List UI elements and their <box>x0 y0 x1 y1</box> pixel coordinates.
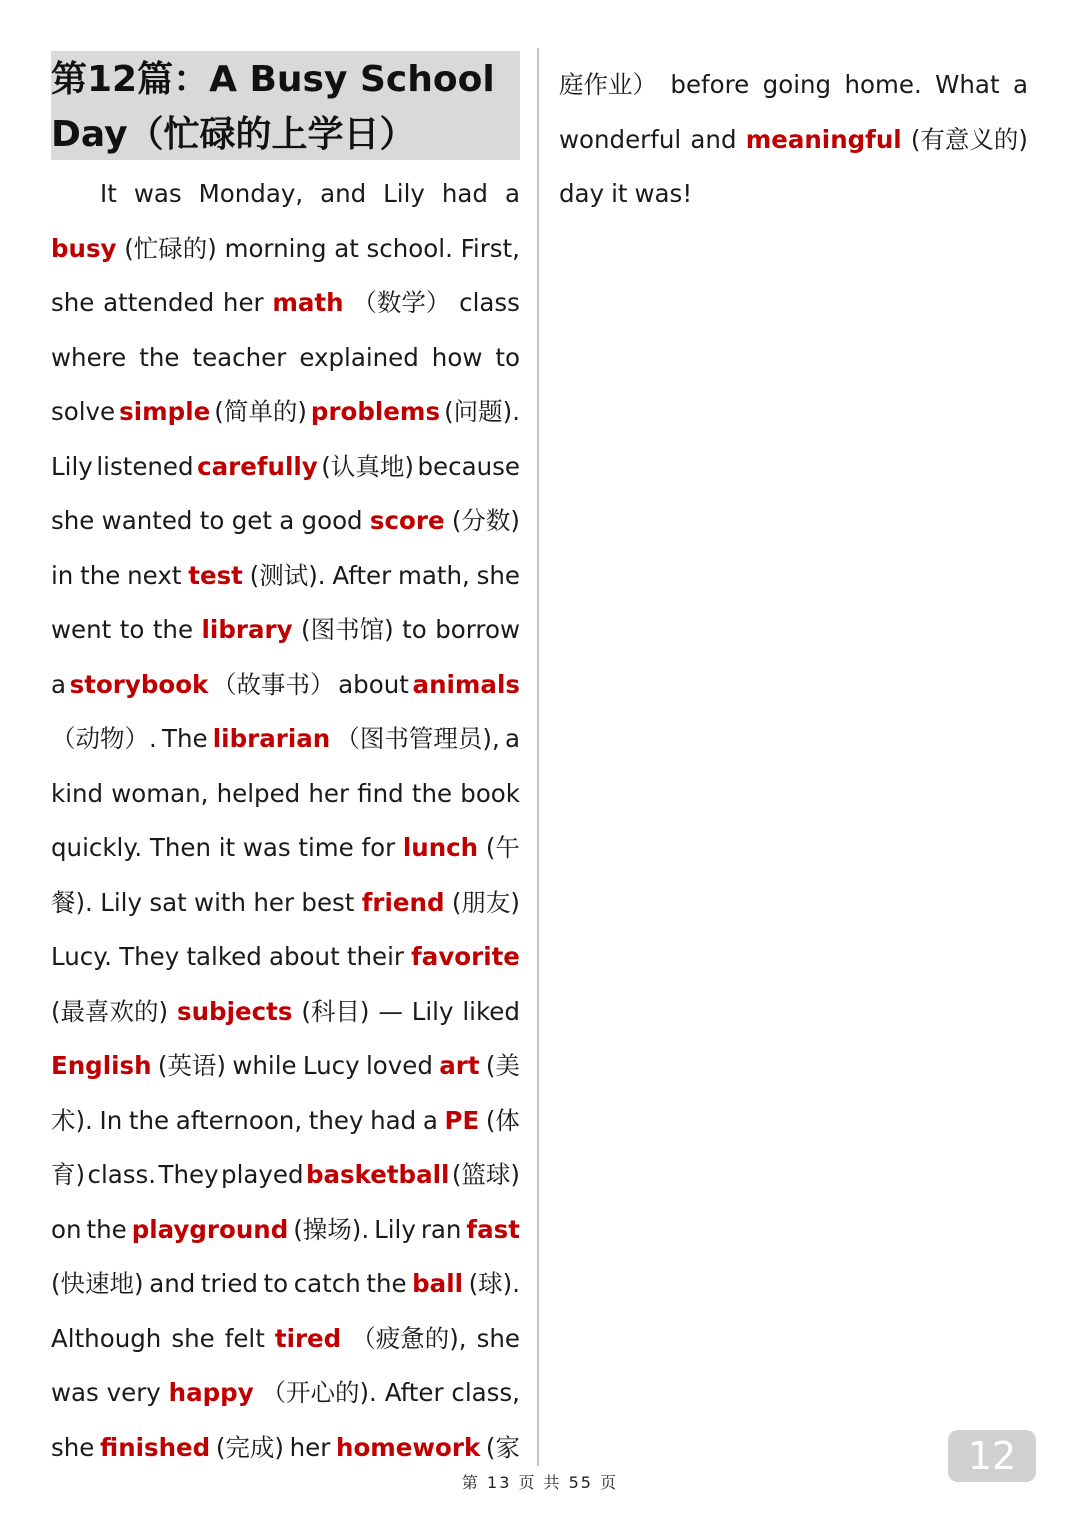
word: she <box>476 560 520 590</box>
word: went <box>51 615 112 644</box>
word: best <box>301 887 355 917</box>
page-number-badge: 12 <box>948 1430 1036 1482</box>
word: a <box>504 179 520 208</box>
text-line <box>51 331 520 385</box>
word: her <box>222 288 264 317</box>
word: wonderful <box>559 124 682 154</box>
word: the <box>80 560 121 590</box>
vocab-keyword: favorite <box>411 942 520 971</box>
word: loved <box>365 1051 433 1080</box>
text-line <box>51 712 520 766</box>
word: get <box>231 506 272 535</box>
vocab-keyword: library <box>201 615 293 644</box>
word: felt <box>224 1323 265 1353</box>
word: she <box>51 1432 95 1462</box>
text-line <box>51 167 520 221</box>
text-line <box>51 876 520 930</box>
text-line <box>559 113 1028 167</box>
word: a <box>51 669 67 699</box>
word: (科目) <box>301 996 370 1026</box>
word: time <box>298 833 354 862</box>
word: Lily <box>374 1214 416 1244</box>
vocab-keyword: fast <box>466 1214 520 1244</box>
word: attended <box>103 288 215 317</box>
word: It <box>51 179 117 208</box>
word: about <box>268 942 340 971</box>
word: she <box>476 1323 520 1353</box>
vocab-keyword: librarian <box>212 724 331 753</box>
word: class. <box>87 1160 157 1189</box>
column-divider <box>537 48 539 1466</box>
word: (家 <box>485 1432 520 1462</box>
word: good <box>301 506 363 535</box>
word: a <box>504 724 520 753</box>
vocab-keyword: math <box>272 288 344 317</box>
text-line <box>51 1366 520 1420</box>
word: (简单的) <box>214 397 307 426</box>
word: was <box>242 833 291 862</box>
word: (体 <box>485 1105 520 1135</box>
text-line <box>559 58 1028 112</box>
word: was <box>133 179 182 208</box>
word: After <box>332 560 392 590</box>
word: 庭作业） <box>559 70 657 99</box>
title-line-2: Day（忙碌的上学日） <box>51 114 416 155</box>
word: while <box>232 1051 297 1080</box>
word: school. <box>366 233 453 263</box>
vocab-keyword: art <box>439 1051 480 1080</box>
word: she <box>51 288 95 317</box>
word: — <box>378 996 403 1026</box>
word: (美 <box>485 1051 520 1080</box>
vocab-keyword: homework <box>336 1432 481 1462</box>
text-line <box>51 603 520 657</box>
word: (最喜欢的) <box>51 996 169 1026</box>
word: （故事书） <box>212 669 335 699</box>
word: （数学） <box>352 288 451 317</box>
word: where <box>51 342 127 372</box>
word: They <box>119 942 180 971</box>
word: (午 <box>485 833 520 862</box>
word: math, <box>398 560 470 590</box>
text-line <box>51 494 520 548</box>
word: 餐). <box>51 887 93 917</box>
text-line <box>51 1203 520 1257</box>
word: (快速地) <box>51 1269 144 1298</box>
text-line <box>51 440 520 494</box>
word: to <box>495 342 520 372</box>
word: for <box>361 833 396 862</box>
word: （疲惫的), <box>351 1323 467 1353</box>
word: in <box>51 560 74 590</box>
vocab-keyword: ball <box>412 1269 464 1298</box>
word: because <box>417 451 520 481</box>
vocab-keyword: basketball <box>305 1160 450 1189</box>
word: the <box>152 615 194 644</box>
word: 育) <box>51 1160 86 1189</box>
word: they <box>308 1105 364 1135</box>
word: the <box>128 1105 170 1135</box>
page-footer: 第 13 页 共 55 页 <box>461 1473 619 1492</box>
vocab-keyword: subjects <box>177 996 293 1026</box>
text-line <box>51 1312 520 1366</box>
word: (图书馆) <box>301 615 394 644</box>
word: helped <box>216 778 301 808</box>
text-line <box>51 1094 520 1148</box>
word: Monday, <box>198 179 304 208</box>
text-line <box>51 930 520 984</box>
title-line-1: 第12篇：A Busy School <box>51 59 495 100</box>
vocab-keyword: happy <box>168 1378 254 1407</box>
word: Lily <box>100 887 142 917</box>
word: ran <box>420 1214 462 1244</box>
word: teacher <box>192 342 287 372</box>
word: played <box>221 1160 304 1189</box>
word: liked <box>462 996 520 1026</box>
word: (忙碌的) <box>124 233 217 263</box>
word: before <box>670 70 750 99</box>
word: had <box>441 179 488 208</box>
text-line <box>51 385 520 439</box>
word: explained <box>299 342 419 372</box>
word: her <box>289 1432 331 1462</box>
word: was! <box>634 179 693 208</box>
text-line <box>51 985 520 1039</box>
word: a <box>1012 70 1028 99</box>
vocab-keyword: storybook <box>69 669 209 699</box>
word: 术). <box>51 1105 93 1135</box>
word: Lily <box>383 179 425 208</box>
vocab-keyword: score <box>369 506 445 535</box>
vocab-keyword: tired <box>274 1323 342 1353</box>
word: going <box>762 70 832 99</box>
word: morning <box>224 233 327 263</box>
word: and <box>320 179 367 208</box>
word: it <box>611 179 628 208</box>
word: solve <box>51 397 116 426</box>
word: quickly. <box>51 833 143 862</box>
text-line <box>559 167 1028 221</box>
word: day <box>559 179 605 208</box>
vocab-keyword: friend <box>361 887 445 917</box>
word: The <box>162 724 208 753</box>
vocab-keyword: animals <box>412 669 520 699</box>
word: class <box>459 288 520 317</box>
word: and <box>149 1269 196 1298</box>
word: (球). <box>468 1269 520 1298</box>
word: to <box>402 615 427 644</box>
word: her <box>253 887 295 917</box>
word: Then <box>149 833 211 862</box>
word: (完成) <box>215 1432 284 1462</box>
word: tried <box>200 1269 258 1298</box>
word: borrow <box>435 615 520 644</box>
word: a <box>279 506 295 535</box>
word: very <box>106 1378 161 1407</box>
word: What <box>935 70 1000 99</box>
word: she <box>51 506 95 535</box>
word: find <box>357 778 404 808</box>
word: home. <box>844 70 922 99</box>
word: class, <box>451 1378 520 1407</box>
word: They <box>158 1160 219 1189</box>
vocab-keyword: finished <box>100 1432 211 1462</box>
word: to <box>119 615 145 644</box>
word: (分数) <box>451 506 520 535</box>
vocab-keyword: carefully <box>197 451 318 481</box>
title-box <box>51 51 520 160</box>
text-line <box>51 1039 520 1093</box>
word: had <box>370 1105 417 1135</box>
word: (朋友) <box>451 887 520 917</box>
text-line <box>51 276 520 330</box>
word: (操场). <box>293 1214 370 1244</box>
word: First, <box>460 233 520 263</box>
word: about <box>338 669 409 699</box>
word: it <box>218 833 236 862</box>
word: the <box>411 778 453 808</box>
word: the <box>366 1269 407 1298</box>
word: how <box>431 342 483 372</box>
word: (英语) <box>157 1051 226 1080</box>
word: the <box>86 1214 127 1244</box>
word: (问题). <box>444 397 520 426</box>
word: wanted <box>101 506 193 535</box>
text-line <box>51 1421 520 1475</box>
word: listened <box>96 451 194 481</box>
word: next <box>127 560 182 590</box>
word: with <box>194 887 247 917</box>
word: (有意义的) <box>910 124 1028 154</box>
word: their <box>346 942 404 971</box>
vocab-keyword: PE <box>444 1105 480 1135</box>
word: to <box>199 506 225 535</box>
word: (测试). <box>249 560 326 590</box>
text-line <box>51 821 520 875</box>
word: Although <box>51 1323 162 1353</box>
word: woman, <box>111 778 209 808</box>
word: sat <box>149 887 187 917</box>
word: (认真地) <box>321 451 414 481</box>
vocab-keyword: playground <box>131 1214 289 1244</box>
word: After <box>384 1378 444 1407</box>
word: the <box>139 342 180 372</box>
text-line <box>51 549 520 603</box>
vocab-keyword: meaningful <box>745 124 902 154</box>
word: （动物）. <box>51 724 157 753</box>
text-line <box>51 222 520 276</box>
word: In <box>99 1105 123 1135</box>
word: Lucy <box>302 1051 360 1080</box>
word: (篮球) <box>451 1160 520 1189</box>
word: a <box>422 1105 438 1135</box>
word: Lily <box>51 451 93 481</box>
word: her <box>308 778 350 808</box>
vocab-keyword: problems <box>310 397 441 426</box>
word: to <box>263 1269 289 1298</box>
vocab-keyword: English <box>51 1051 152 1080</box>
word: she <box>171 1323 215 1353</box>
word: Lucy. <box>51 942 113 971</box>
word: afternoon, <box>175 1105 303 1135</box>
word: Lily <box>411 996 454 1026</box>
word: on <box>51 1214 82 1244</box>
word: （开心的). <box>261 1378 377 1407</box>
word: kind <box>51 778 104 808</box>
word: book <box>460 778 520 808</box>
word: catch <box>293 1269 361 1298</box>
text-line <box>51 658 520 712</box>
text-line <box>51 767 520 821</box>
vocab-keyword: lunch <box>402 833 479 862</box>
text-line <box>51 1257 520 1311</box>
vocab-keyword: busy <box>51 233 117 263</box>
word: talked <box>186 942 262 971</box>
word: （图书管理员), <box>335 724 500 753</box>
word: was <box>51 1378 99 1407</box>
word: at <box>334 233 359 263</box>
vocab-keyword: test <box>188 560 243 590</box>
word: and <box>690 124 737 154</box>
vocab-keyword: simple <box>119 397 211 426</box>
text-line <box>51 1148 520 1202</box>
